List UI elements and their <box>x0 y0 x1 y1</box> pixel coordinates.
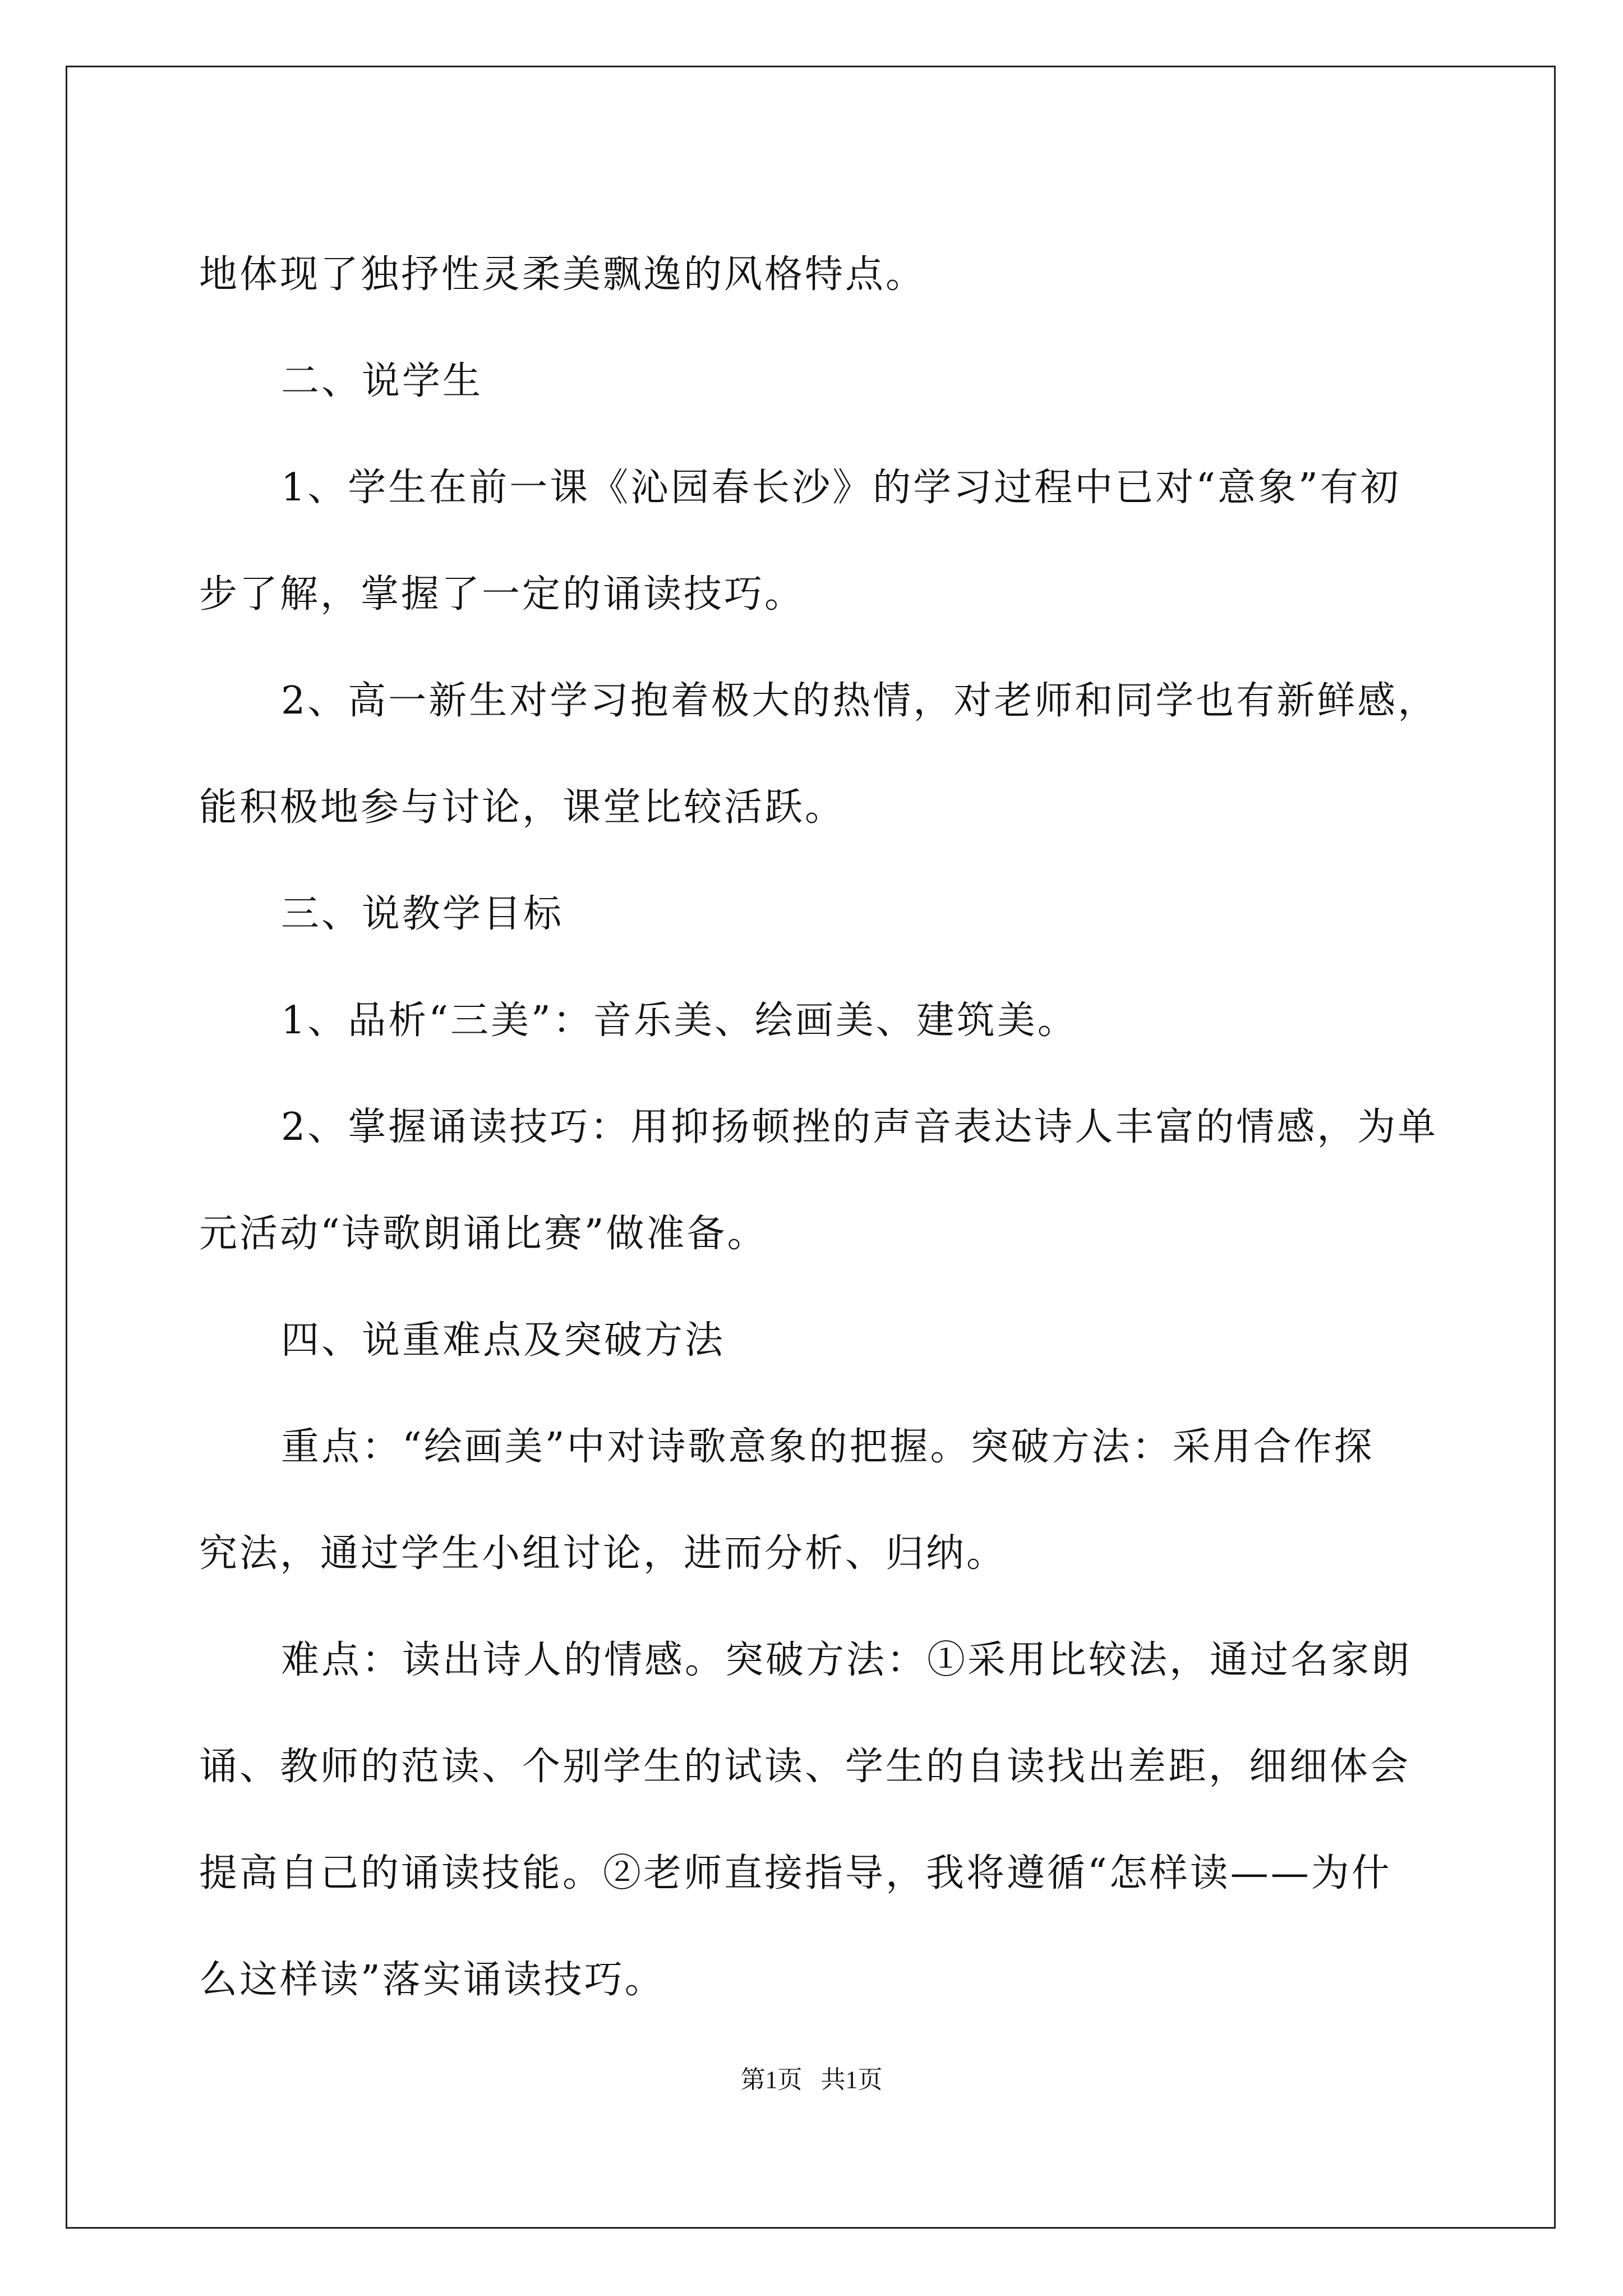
paragraph-students-1 <box>199 435 1453 648</box>
text-line: 地体现了独抒性灵柔美飘逸的风格特点。 <box>199 252 926 297</box>
text-line: 能积极地参与讨论，课堂比较活跃。 <box>199 785 846 830</box>
heading-objectives <box>199 861 1453 968</box>
document-body <box>199 222 1453 2033</box>
text-line: 二、说学生 <box>281 359 483 403</box>
text-line: 2、掌握诵读技巧：用抑扬顿挫的声音表达诗人丰富的情感，为单 <box>281 1105 1438 1149</box>
text-line: 三、说教学目标 <box>281 892 564 936</box>
heading-key-points <box>199 1287 1453 1394</box>
text-line: 步了解，掌握了一定的诵读技巧。 <box>199 572 805 616</box>
heading-students <box>199 328 1453 435</box>
text-line: 2、高一新生对学习抱着极大的热情，对老师和同学也有新鲜感， <box>281 679 1438 723</box>
text-line: 重点：“绘画美”中对诗歌意象的把握。突破方法：采用合作探 <box>281 1425 1375 1469</box>
text-line: 元活动“诗歌朗诵比赛”做准备。 <box>199 1212 768 1256</box>
page-footer: 第1页 共1页 <box>740 2066 883 2093</box>
text-line: 难点：读出诗人的情感。突破方法：①采用比较法，通过名家朗 <box>281 1638 1412 1682</box>
text-line: 究法，通过学生小组讨论，进而分析、归纳。 <box>199 1531 1007 1576</box>
text-line: 诵、教师的范读、个别学生的试读、学生的自读找出差距，细细体会 <box>199 1745 1411 1789</box>
text-line: 四、说重难点及突破方法 <box>281 1318 726 1363</box>
text-line: 1、学生在前一课《沁园春长沙》的学习过程中已对“意象”有初 <box>281 466 1401 510</box>
paragraph-key-point <box>199 1394 1453 1607</box>
paragraph-objective-2 <box>199 1074 1453 1287</box>
text-line: 么这样读”落实诵读技巧。 <box>199 1958 665 2002</box>
paragraph-objective-1 <box>199 968 1453 1074</box>
text-line: 1、品析“三美”：音乐美、绘画美、建筑美。 <box>281 999 1078 1043</box>
paragraph-intro-line <box>199 222 1453 328</box>
text-line: 提高自己的诵读技能。②老师直接指导，我将遵循“怎样读——为什 <box>199 1851 1392 1895</box>
paragraph-students-2 <box>199 648 1453 861</box>
paragraph-difficult-point <box>199 1607 1453 2033</box>
